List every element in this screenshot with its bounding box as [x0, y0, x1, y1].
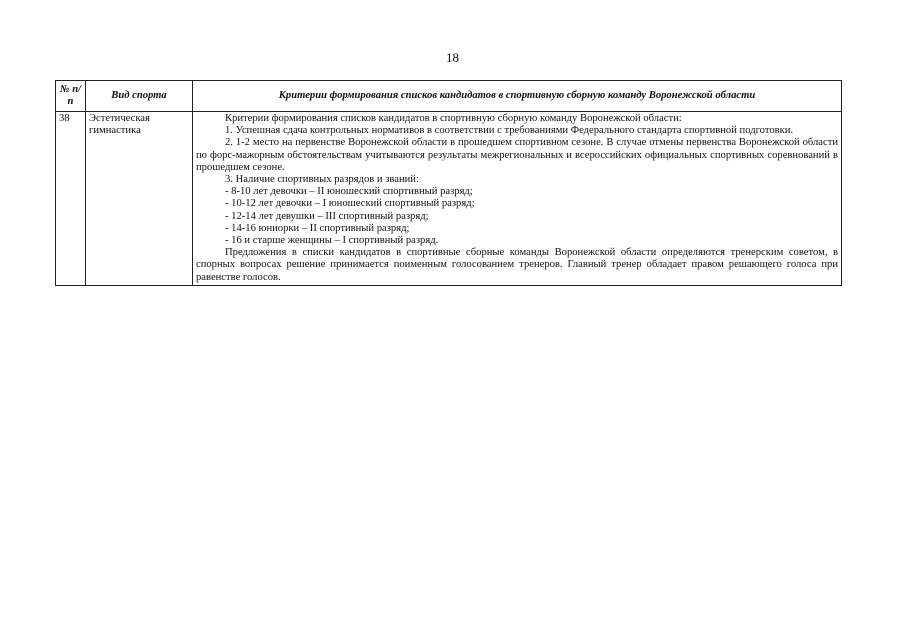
row-number: 38 [56, 112, 86, 286]
criteria-proposals: Предложения в списки кандидатов в спортивные сборные команды Воронежской области определяются тренерским советом, в спорных вопросах решение принимается поименным голосованием тренеров. Главный тренер обладает правом решающего голоса при равенстве голосов. [196, 247, 838, 283]
table-header-row [56, 81, 842, 112]
criteria-point-1: 1. Успешная сдача контрольных нормативов в соответствии с требованиями Федерального стандарта спортивной подготовки. [225, 125, 794, 137]
rank-item: - 16 и старше женщины – I спортивный разряд. [225, 235, 439, 247]
header-sport: Вид спорта [86, 81, 193, 112]
rank-item: - 8-10 лет девочки – II юношеский спортивный разряд; [225, 186, 473, 198]
criteria-intro: Критерии формирования списков кандидатов в спортивную сборную команду Воронежской области: [225, 113, 682, 124]
header-criteria: Критерии формирования списков кандидатов в спортивную сборную команду Воронежской области [193, 81, 842, 112]
row-criteria [193, 112, 842, 286]
criteria-point-2: 2. 1-2 место на первенстве Воронежской области в прошедшем спортивном сезоне. В случае отмены первенства Воронежской области по форс-мажорным обстоятельствам учитываются результаты межрегиональных и всероссийских официальных спортивных соревнований в прошедшем сезоне. [196, 137, 838, 173]
rank-item: - 10-12 лет девочки – I юношеский спортивный разряд; [225, 198, 475, 210]
row-sport: Эстетическая гимнастика [86, 112, 193, 286]
header-number: № п/п [56, 81, 86, 112]
criteria-point-3: 3. Наличие спортивных разрядов и званий: [225, 174, 419, 186]
table-row [56, 112, 842, 286]
page-number: 18 [446, 50, 459, 65]
rank-item: - 14-16 юниорки – II спортивный разряд; [225, 222, 410, 234]
rank-item: - 12-14 лет девушки – III спортивный разряд; [225, 210, 429, 222]
criteria-table [55, 80, 842, 286]
